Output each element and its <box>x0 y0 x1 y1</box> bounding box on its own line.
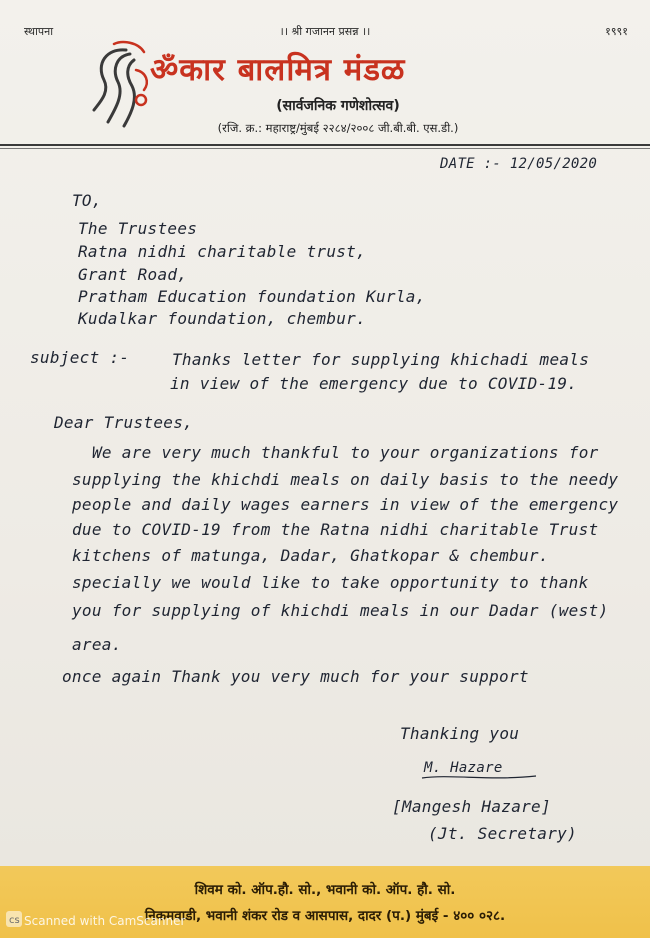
salutation: Dear Trustees, <box>54 413 194 432</box>
recipient-line: Grant Road, <box>78 265 188 284</box>
body-line: due to COVID-19 from the Ratna nidhi charitable Trust <box>72 520 599 539</box>
recipient-line: The Trustees <box>78 219 198 238</box>
ganesha-logo-icon <box>86 40 158 132</box>
footer-address-line: निकमवाडी, भवानी शंकर रोड व आसपास, दादर (प.) मुंबई - ४०० ०२८. <box>144 908 506 924</box>
organization-name: ॐकार बालमित्र मंडळ <box>150 52 406 88</box>
blessing-text: ।। श्री गजानन प्रसन्न ।। <box>279 25 371 38</box>
to-line: TO, <box>72 191 102 210</box>
subject-line: Thanks letter for supplying khichadi meals <box>172 350 590 369</box>
body-line: We are very much thankful to your organizations for <box>92 443 599 462</box>
thanking-you: Thanking you <box>400 724 520 743</box>
signatory-title: (Jt. Secretary) <box>428 824 577 843</box>
established-year: १९९१ <box>605 25 628 38</box>
organization-subtitle: (सार्वजनिक गणेशोत्सव) <box>276 98 400 114</box>
body-line: kitchens of matunga, Dadar, Ghatkopar & chembur. <box>72 546 549 565</box>
footer-address-line: शिवम को. ऑप.हौ. सो., भवानी को. ऑप. हौ. सो. <box>194 882 456 898</box>
recipient-line: Kudalkar foundation, chembur. <box>78 309 367 328</box>
body-line: area. <box>72 635 122 654</box>
header-divider-thin <box>0 148 650 149</box>
body-line: supplying the khichdi meals on daily basis to the needy <box>72 470 619 489</box>
header-divider <box>0 144 650 146</box>
recipient-line: Pratham Education foundation Kurla, <box>78 287 426 306</box>
body-line: specially we would like to take opportunity to thank <box>72 573 589 592</box>
registration-number: (रजि. क्र.: महाराष्ट्र/मुंबई २२८४/२००८ जी.बी.बी. एस.डी.) <box>217 121 459 135</box>
subject-line: in view of the emergency due to COVID-19. <box>170 374 578 393</box>
established-label: स्थापना <box>24 25 54 38</box>
body-line: you for supplying of khichdi meals in our Dadar (west) <box>72 601 609 620</box>
subject-label: subject :- <box>30 348 130 367</box>
body-line: people and daily wages earners in view of the emergency <box>72 495 619 514</box>
handwritten-signature: M. Hazare <box>424 760 503 776</box>
closing-line: once again Thank you very much for your support <box>62 667 529 686</box>
signature-underline <box>420 772 540 782</box>
letter-date: DATE :- 12/05/2020 <box>440 156 598 172</box>
scanner-watermark: Scanned with CamScanner <box>24 914 186 928</box>
svg-text:cs: cs <box>9 915 20 926</box>
recipient-line: Ratna nidhi charitable trust, <box>78 242 367 261</box>
signatory-name: [Mangesh Hazare] <box>392 797 551 816</box>
